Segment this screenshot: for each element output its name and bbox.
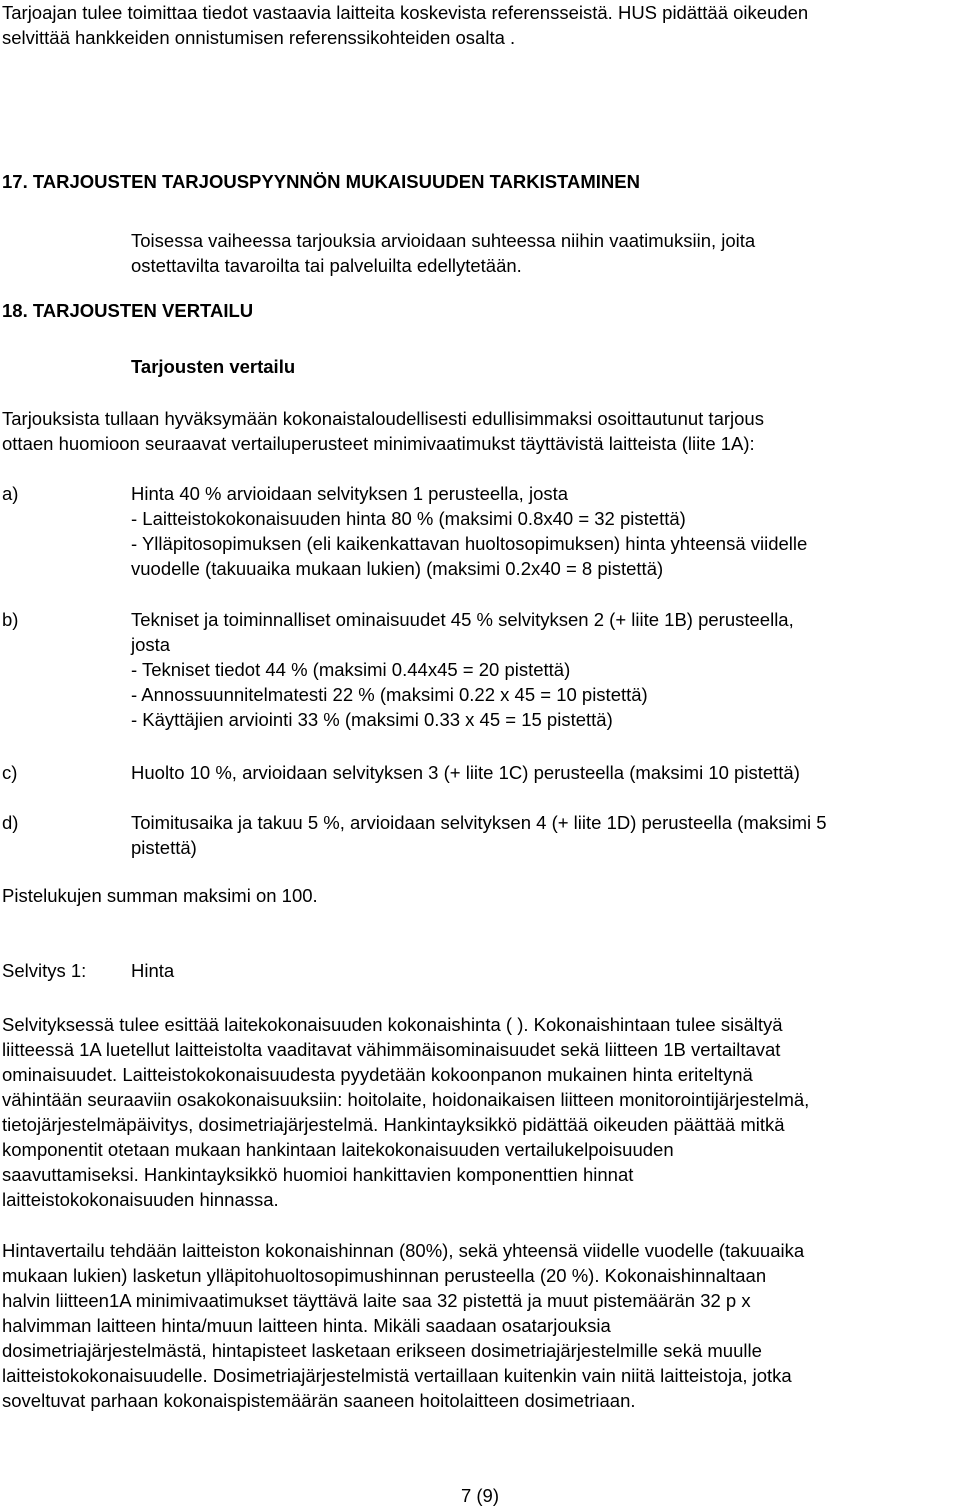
- section-18-intro: [2, 406, 956, 456]
- criterion-marker: c): [2, 762, 18, 783]
- text-line: mukaan lukien) lasketun ylläpitohuoltosopimushinnan perusteella (20 %). Kokonaishinnaltaan: [2, 1265, 767, 1286]
- intro-paragraph: [2, 0, 956, 50]
- selvitys-1-paragraph-1: [2, 1012, 956, 1212]
- criterion-line: Hinta 40 % arvioidaan selvityksen 1 perusteella, josta: [131, 483, 569, 504]
- text-line: Tarjoajan tulee toimittaa tiedot vastaavia laitteita koskevista referensseistä. HUS pidättää oikeuden: [2, 2, 809, 23]
- criterion-line: - Tekniset tiedot 44 % (maksimi 0.44x45 = 20 pistettä): [131, 659, 571, 680]
- text-line: halvin liitteen1A minimivaatimukset täyttävä laite saa 32 pistettä ja muut pistemäärän 32 p x: [2, 1290, 751, 1311]
- text-line: ostettavilta tavaroilta tai palveluilta edellytetään.: [131, 255, 522, 276]
- text-line: soveltuvat parhaan kokonaispistemäärän saaneen hoitolaitteen dosimetriaan.: [2, 1390, 636, 1411]
- criterion-marker: a): [2, 483, 19, 504]
- section-17-heading: 17. TARJOUSTEN TARJOUSPYYNNÖN MUKAISUUDEN TARKISTAMINEN: [2, 171, 640, 192]
- text-line: Hintavertailu tehdään laitteiston kokonaishinnan (80%), sekä yhteensä viidelle vuodelle (takuuaika: [2, 1240, 805, 1261]
- section-17-body: [131, 228, 956, 278]
- text-line: Tarjouksista tullaan hyväksymään kokonaistaloudellisesti edullisimmaksi osoittautunut tarjous: [2, 408, 764, 429]
- criterion-line: pistettä): [131, 837, 197, 858]
- criterion-b: [2, 607, 956, 732]
- criterion-line: vuodelle (takuuaika mukaan lukien) (maksimi 0.2x40 = 8 pistettä): [131, 558, 664, 579]
- text-line: ominaisuudet. Laitteistokokonaisuudesta pyydetään kokoonpanon mukainen hinta eriteltynä: [2, 1064, 753, 1085]
- criterion-line: Toimitusaika ja takuu 5 %, arvioidaan selvityksen 4 (+ liite 1D) perusteella (maksimi 5: [131, 812, 827, 833]
- selvitys-title: Hinta: [131, 960, 175, 981]
- text-line: ottaen huomioon seuraavat vertailuperusteet minimivaatimukst täyttävistä laitteista (liite 1A):: [2, 433, 755, 454]
- criterion-line: josta: [131, 634, 171, 655]
- section-18-heading: 18. TARJOUSTEN VERTAILU: [2, 300, 254, 321]
- text-line: laitteistokokonaisuudelle. Dosimetriajärjestelmistä vertaillaan kuitenkin vain niitä laitteistoja, jotka: [2, 1365, 792, 1386]
- section-18-subheading: Tarjousten vertailu: [131, 356, 296, 377]
- criterion-marker: d): [2, 812, 19, 833]
- criterion-d: [2, 810, 956, 860]
- text-line: Selvityksessä tulee esittää laitekokonaisuuden kokonaishinta ( ). Kokonaishintaan tulee sisältyä: [2, 1014, 783, 1035]
- page-number: 7 (9): [460, 1485, 500, 1506]
- text-line: dosimetriajärjestelmästä, hintapisteet lasketaan erikseen dosimetriajärjestelmille sekä muulle: [2, 1340, 762, 1361]
- criterion-c: [2, 760, 956, 785]
- selvitys-1-heading: [2, 960, 174, 982]
- max-sum-text: Pistelukujen summan maksimi on 100.: [2, 885, 318, 906]
- criterion-line: - Ylläpitosopimuksen (eli kaikenkattavan huoltosopimuksen) hinta yhteensä viidelle: [131, 533, 808, 554]
- text-line: liitteessä 1A luetellut laitteistolta vaaditavat vähimmäisominaisuudet sekä liitteen 1B vertailtavat: [2, 1039, 781, 1060]
- text-line: selvittää hankkeiden onnistumisen referenssikohteiden osalta .: [2, 27, 516, 48]
- criterion-line: - Laitteistokokonaisuuden hinta 80 % (maksimi 0.8x40 = 32 pistettä): [131, 508, 686, 529]
- text-line: saavuttamiseksi. Hankintayksikkö huomioi hankittavien komponenttien hinnat: [2, 1164, 634, 1185]
- criterion-line: Tekniset ja toiminnalliset ominaisuudet 45 % selvityksen 2 (+ liite 1B) perusteella,: [131, 609, 794, 630]
- text-line: tietojärjestelmäpäivitys, dosimetriajärjestelmä. Hankintayksikkö pidättää oikeuden päättää mitkä: [2, 1114, 785, 1135]
- criterion-line: - Käyttäjien arviointi 33 % (maksimi 0.33 x 45 = 15 pistettä): [131, 709, 613, 730]
- criterion-line: Huolto 10 %, arvioidaan selvityksen 3 (+ liite 1C) perusteella (maksimi 10 pistettä): [131, 762, 800, 783]
- text-line: halvimman laitteen hinta/muun laitteen hinta. Mikäli saadaan osatarjouksia: [2, 1315, 611, 1336]
- text-line: komponentit otetaan mukaan hankintaan laitekokonaisuuden vertailukelpoisuuden: [2, 1139, 674, 1160]
- text-line: laitteistokokonaisuuden hinnassa.: [2, 1189, 279, 1210]
- selvitys-1-paragraph-2: [2, 1238, 956, 1413]
- criterion-line: - Annossuunnitelmatesti 22 % (maksimi 0.22 x 45 = 10 pistettä): [131, 684, 648, 705]
- text-line: vähintään seuraaviin osakokonaisuuksiin: hoitolaite, hoidonaikaisen liitteen monitorointijärjestelmä,: [2, 1089, 810, 1110]
- selvitys-label: Selvitys 1:: [2, 960, 87, 981]
- text-line: Toisessa vaiheessa tarjouksia arvioidaan suhteessa niihin vaatimuksiin, joita: [131, 230, 756, 251]
- criterion-marker: b): [2, 609, 19, 630]
- criterion-a: [2, 481, 956, 581]
